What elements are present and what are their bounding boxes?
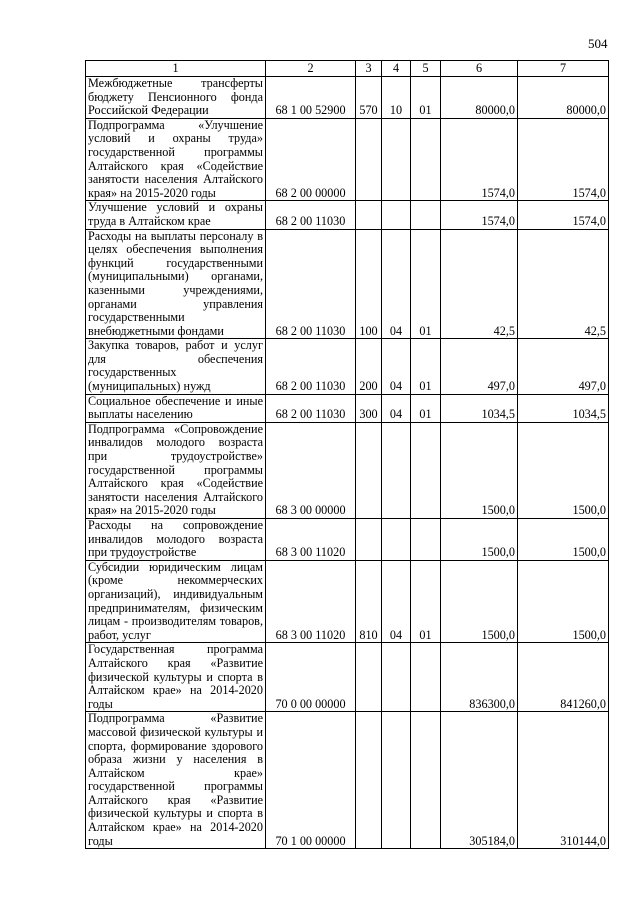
row-subsection [411,712,441,849]
row-name: Улучшение условий и охраны труда в Алтайском крае [86,201,266,229]
row-sum-2: 1574,0 [518,201,609,229]
row-name: Социальное обеспечение и иные выплаты населению [86,394,266,422]
row-name: Государственная программа Алтайского края «Развитие физической культуры и спорта в Алтайском крае» на 2014-2020 годы [86,643,266,712]
row-code: 68 2 00 11030 [266,229,356,339]
table-row [86,560,609,643]
row-sum-1: 305184,0 [441,712,518,849]
row-expense-type [356,422,382,518]
table-row [86,229,609,339]
row-subsection: 01 [411,229,441,339]
row-section: 10 [382,77,411,119]
row-subsection: 01 [411,339,441,394]
table-row [86,118,609,201]
row-name: Расходы на выплаты персоналу в целях обеспечения выполнения функций государственными (муниципальными) органами, казенными учреждениями, органами управления государственными внебюджетными фондами [86,229,266,339]
page-number: 504 [588,36,608,51]
row-expense-type: 810 [356,560,382,643]
row-sum-1: 1500,0 [441,422,518,518]
row-sum-2: 841260,0 [518,643,609,712]
row-section [382,201,411,229]
row-code: 68 3 00 11020 [266,560,356,643]
row-sum-2: 1500,0 [518,560,609,643]
row-name: Подпрограмма «Улучшение условий и охраны труда» государственной программы Алтайского края «Содействие занятости населения Алтайского края» на 2015-2020 годы [86,118,266,201]
row-name: Межбюджетные трансферты бюджету Пенсионного фонда Российской Федерации [86,77,266,119]
row-subsection: 01 [411,394,441,422]
row-subsection: 01 [411,77,441,119]
row-expense-type [356,201,382,229]
row-code: 70 1 00 00000 [266,712,356,849]
row-sum-1: 1034,5 [441,394,518,422]
column-header: 2 [266,61,356,77]
row-section [382,422,411,518]
table-row [86,394,609,422]
column-header: 5 [411,61,441,77]
row-expense-type: 100 [356,229,382,339]
row-sum-2: 1034,5 [518,394,609,422]
row-sum-2: 80000,0 [518,77,609,119]
row-sum-1: 497,0 [441,339,518,394]
row-sum-2: 42,5 [518,229,609,339]
row-expense-type [356,118,382,201]
row-section: 04 [382,394,411,422]
row-expense-type: 570 [356,77,382,119]
row-code: 70 0 00 00000 [266,643,356,712]
row-sum-1: 80000,0 [441,77,518,119]
row-expense-type: 300 [356,394,382,422]
row-name: Субсидии юридическим лицам (кроме некоммерческих организаций), индивидуальным предпринимателям, физическим лицам - производителям товаров, работ, услуг [86,560,266,643]
table-row [86,339,609,394]
column-header: 4 [382,61,411,77]
row-name: Подпрограмма «Сопровождение инвалидов молодого возраста при трудоустройстве» государственной программы Алтайского края «Содействие занятости населения Алтайского края» на 2015-2020 годы [86,422,266,518]
row-subsection [411,519,441,561]
column-header: 7 [518,61,609,77]
row-code: 68 2 00 11030 [266,394,356,422]
row-subsection [411,643,441,712]
row-sum-1: 1574,0 [441,118,518,201]
row-sum-1: 42,5 [441,229,518,339]
row-subsection: 01 [411,560,441,643]
row-expense-type: 200 [356,339,382,394]
row-sum-2: 497,0 [518,339,609,394]
column-header: 6 [441,61,518,77]
row-sum-2: 310144,0 [518,712,609,849]
row-subsection [411,118,441,201]
row-expense-type [356,643,382,712]
row-section [382,118,411,201]
row-sum-2: 1500,0 [518,422,609,518]
row-code: 68 1 00 52900 [266,77,356,119]
row-code: 68 3 00 00000 [266,422,356,518]
table-row [86,422,609,518]
row-name: Расходы на сопровождение инвалидов молодого возраста при трудоустройстве [86,519,266,561]
row-expense-type [356,712,382,849]
row-sum-1: 1574,0 [441,201,518,229]
row-sum-2: 1574,0 [518,118,609,201]
row-section [382,643,411,712]
row-section: 04 [382,229,411,339]
budget-table [85,60,609,849]
row-section: 04 [382,560,411,643]
column-header: 1 [86,61,266,77]
row-sum-1: 1500,0 [441,560,518,643]
row-section [382,519,411,561]
table-row [86,201,609,229]
row-expense-type [356,519,382,561]
row-sum-1: 836300,0 [441,643,518,712]
row-subsection [411,201,441,229]
row-section: 04 [382,339,411,394]
row-name: Закупка товаров, работ и услуг для обеспечения государственных (муниципальных) нужд [86,339,266,394]
table-row [86,77,609,119]
table-row [86,519,609,561]
row-subsection [411,422,441,518]
row-code: 68 3 00 11020 [266,519,356,561]
row-code: 68 2 00 00000 [266,118,356,201]
row-section [382,712,411,849]
column-header: 3 [356,61,382,77]
row-code: 68 2 00 11030 [266,339,356,394]
row-sum-1: 1500,0 [441,519,518,561]
row-sum-2: 1500,0 [518,519,609,561]
row-name: Подпрограмма «Развитие массовой физической культуры и спорта, формирование здорового образа жизни у населения в Алтайском крае» государственной программы Алтайского края «Развитие физической культуры и спорта в Алтайском крае» на 2014-2020 годы [86,712,266,849]
table-row [86,643,609,712]
table-row [86,712,609,849]
table-header-row [86,61,609,77]
row-code: 68 2 00 11030 [266,201,356,229]
